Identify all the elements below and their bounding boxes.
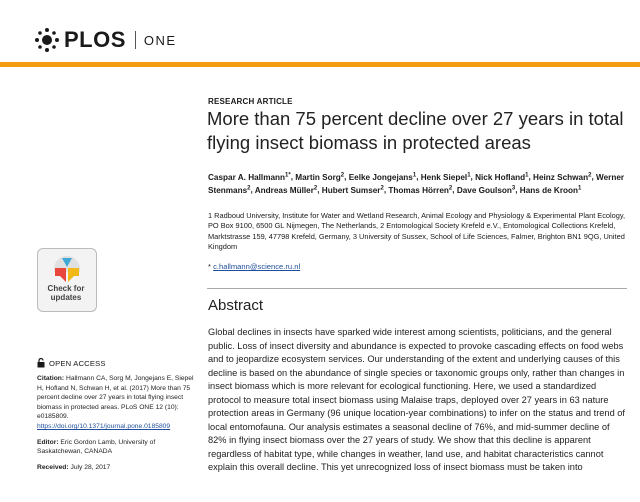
article-title: More than 75 percent decline over 27 years in total flying insect biomass in protected areas	[207, 108, 624, 153]
abstract-divider	[207, 288, 627, 289]
author-affiliation-mark: 2	[313, 185, 318, 192]
author-name: Heinz Schwan$^2$	[533, 172, 592, 182]
plos-one-logo[interactable]	[34, 27, 177, 53]
author-affiliation-mark: 2	[380, 185, 384, 192]
author-affiliation-mark: 2	[588, 172, 592, 178]
badge-line-1: Check for	[47, 284, 85, 293]
editor-text: Eric Gordon Lamb, University of Saskatchewan, CANADA	[37, 438, 156, 456]
corresponding-email	[208, 262, 300, 271]
author-affiliation-mark: 3	[511, 185, 516, 192]
email-star: *	[208, 262, 211, 271]
email-link[interactable]: c.hallmann@science.ru.nl	[213, 262, 301, 271]
check-for-updates-label	[37, 284, 95, 302]
article-metadata	[37, 374, 197, 478]
citation-block	[37, 374, 197, 432]
open-access-label: OPEN ACCESS	[49, 358, 106, 368]
article-type: RESEARCH ARTICLE	[208, 97, 293, 106]
header-accent-rule	[0, 62, 640, 67]
author-name: Hans de Kroon$^1$	[519, 185, 582, 195]
abstract-heading: Abstract	[208, 297, 264, 314]
author-name: Thomas Hörren$^2$	[388, 185, 453, 195]
author-name: Martin Sorg$^2$	[295, 172, 345, 182]
received-label: Received:	[37, 463, 69, 471]
received-text: July 28, 2017	[70, 463, 111, 471]
author-name: Dave Goulson$^3$	[456, 185, 516, 195]
citation-doi-link[interactable]: https://doi.org/10.1371/journal.pone.0185809	[37, 422, 171, 430]
journal-name: ONE	[143, 32, 177, 48]
author-name: Hubert Sumser$^2$	[321, 185, 384, 195]
author-affiliation-mark: 2	[448, 185, 453, 192]
editor-block	[37, 438, 197, 457]
abstract-text: Global declines in insects have sparked wide interest among scientists, politicians, and the general public. Loss of insect diversity and abundance is expected to provoke cascading effects on food webs and to jeopardize ecosystem services. Our understanding of the extent and underlying causes of this decline is based on the abundance of single species or taxonomic groups only, rather than changes in insect biomass which is more relevant for ecological functioning. Here, we used a standardized protocol to measure total insect biomass using Malaise traps, deployed over 27 years in 63 nature protection areas in Germany (96 unique location-year combinations) to infer on the status and trend of local entomofauna. Our analysis estimates a seasonal decline of 76%, and mid-summer decline of 82% in flying insect biomass over the 27 years of study. We show that this decline is apparent regardless of habitat type, while changes in weather, land use, and habitat characteristics cannot explain this overall decline. This yet unrecognized loss of insect biomass must be taken into	[208, 327, 625, 472]
author-affiliation-mark: 1*	[285, 172, 291, 178]
author-affiliation-mark: 1	[412, 172, 417, 178]
author-affiliation-mark: 2	[340, 172, 345, 178]
author-affiliation-mark: 2	[247, 185, 251, 192]
author-name: Nick Hofland$^1$	[475, 172, 529, 182]
check-for-updates-button[interactable]	[37, 248, 97, 312]
logo-divider	[135, 31, 136, 49]
author-list: Caspar A. Hallmann$^{1*}$, Martin Sorg$^2$, Eelke Jongejans$^1$, Henk Siepel$^1$, Nick Hofland$^1$, Heinz Schwan$^2$, Werner Stenmans$^2$, Andreas Müller$^2$, Hubert Sumser$^2$, Thomas Hörren$^2$, Dave Goulson$^3$, Hans de Kroon$^1$	[208, 172, 625, 195]
citation-text: Hallmann CA, Sorg M, Jongejans E, Siepel H, Hofland N, Schwan H, et al. (2017) More than 75 percent decline over 27 years in total flying insect biomass in protected areas. PLoS ONE 12 (10): e0185809.	[37, 375, 194, 421]
editor-label: Editor:	[37, 438, 59, 446]
citation-label: Citation:	[37, 375, 65, 382]
author-name: Andreas Müller$^2$	[254, 185, 318, 195]
open-access-badge	[37, 358, 106, 368]
author-affiliation-mark: 1	[578, 185, 582, 192]
author-name: Eelke Jongejans$^1$	[348, 172, 417, 182]
author-affiliation-mark: 1	[525, 172, 529, 178]
open-lock-icon	[37, 358, 45, 368]
crossmark-icon	[52, 254, 82, 286]
author-name: Werner Stenmans$^2$	[208, 172, 625, 195]
brand-name: PLOS	[64, 27, 126, 52]
affiliations: 1 Radboud University, Institute for Water and Wetland Research, Animal Ecology and Physiology & Experimental Plant Ecology, PO Box 9100, 6500 GL Nijmegen, The Netherlands, 2 Entomological Society Krefeld e.V., Entomological Collections Krefeld, Marktstrasse 159, 47798 Krefeld, Germany, 3 University of Sussex, School of Life Sciences, Falmer, Brighton BN1 9QG, United Kingdom	[208, 211, 626, 251]
author-name: Caspar A. Hallmann$^{1*}$	[208, 172, 291, 182]
received-block	[37, 463, 197, 473]
badge-line-2: updates	[50, 293, 82, 302]
author-affiliation-mark: 1	[467, 172, 471, 178]
author-name: Henk Siepel$^1$	[420, 172, 471, 182]
plos-network-icon	[34, 27, 60, 53]
